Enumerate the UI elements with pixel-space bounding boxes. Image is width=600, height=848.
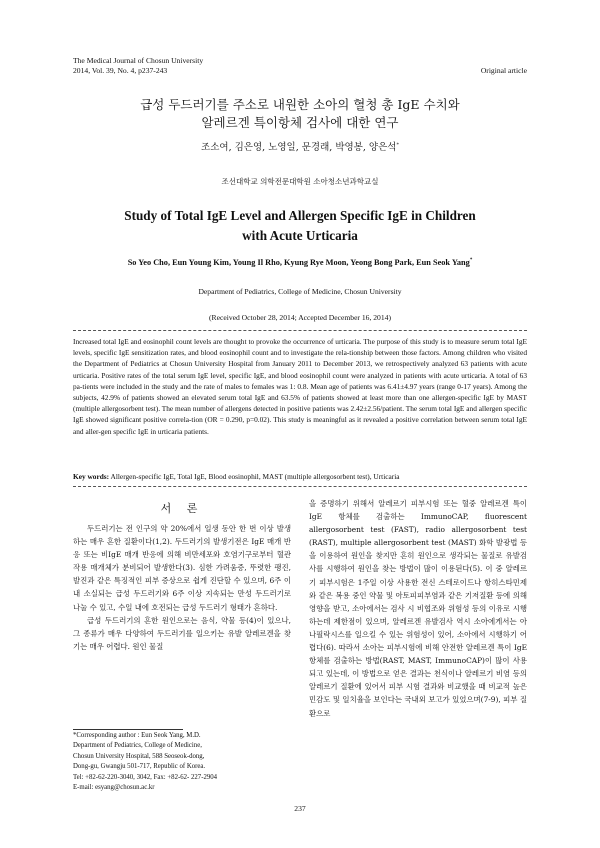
journal-info <box>73 56 203 76</box>
english-title-line2: with Acute Urticaria <box>242 228 358 243</box>
korean-affiliation: 조선대학교 의학전문대학원 소아청소년과학교실 <box>221 177 379 186</box>
korean-author-names: 조소여, 김은영, 노영일, 문경래, 박영봉, 양은석 <box>201 142 397 153</box>
english-affiliation: Department of Pediatrics, College of Medicine, Chosun University <box>198 287 402 296</box>
page-number: 237 <box>294 804 306 813</box>
korean-title-line2: 알레르겐 특이항체 검사에 대한 연구 <box>201 115 399 130</box>
english-corresponding-mark: * <box>469 258 473 264</box>
english-title <box>60 206 540 246</box>
right-column <box>309 497 527 720</box>
abstract-bottom-divider <box>73 486 527 487</box>
left-column <box>73 522 291 653</box>
body-paragraph: 급성 두드러기의 흔한 원인으로는 음식, 약물 등(4)이 있으나, 그 종류가 매우 다양하여 두드러기를 일으키는 유발 알레르겐을 찾기는 매우 어렵다. 원인 물질 <box>73 615 291 651</box>
article-type: Original article <box>480 66 527 75</box>
english-author-names: So Yeo Cho, Eun Young Kim, Young Il Rho, Kyung Rye Moon, Yeong Bong Park, Eun Seok Yang <box>127 258 470 267</box>
footnote-line: *Corresponding author : Eun Seok Yang, M.D. <box>73 732 201 739</box>
korean-authors <box>60 139 540 153</box>
footnote-line: Dong-gu, Gwangju 501-717, Republic of Korea. <box>73 763 206 771</box>
footnote-line: Department of Pediatrics, College of Medicine, <box>73 742 202 750</box>
journal-volume: 2014, Vol. 39, No. 4, p237-243 <box>73 66 168 75</box>
english-authors <box>40 258 560 267</box>
keywords-list: Allergen-specific IgE, Total IgE, Blood eosinophil, MAST (multiple allergosorbent test), Urticaria <box>110 472 400 481</box>
received-dates: (Received October 28, 2014; Accepted December 16, 2014) <box>209 313 391 322</box>
footnote-line: Tel: +82-62-220-3040, 3042, Fax: +82-62- 227-2904 <box>73 773 218 781</box>
journal-name: The Medical Journal of Chosun University <box>73 56 204 65</box>
keywords-label: Key words: <box>73 472 110 481</box>
abstract-top-divider <box>73 330 527 331</box>
body-paragraph: 두드러기는 전 인구의 약 20%에서 일생 동안 한 번 이상 발생하는 매우 흔한 질환이다(1,2). 두드러기의 발생기전은 IgE 매개 반응 또는 비IgE 매개 반응에 의해 비만세포와 호염기구로부터 혈관 작용 매개체가 분비되어 발생한다(3). 심한 가려움증, 뚜렷한 팽진, 발진과 같은 특징적인 피부 증상으로 쉽게 진단할 수 있으며, 6주 이내 소실되는 급성 두드러기와 6주 이상 지속되는 만성 두드러기로 나눌 수 있고, 수일 내에 호전되는 급성 두드러기 형태가 흔하다. <box>73 524 291 612</box>
footnote-line: E-mail: esyang@chosun.ac.kr <box>73 784 155 792</box>
keywords <box>73 471 527 482</box>
corresponding-author-footnote <box>73 731 293 793</box>
corresponding-mark: * <box>396 141 399 148</box>
english-title-line1: Study of Total IgE Level and Allergen Specific IgE in Children <box>124 208 476 223</box>
korean-title-line1: 급성 두드러기를 주소로 내원한 소아의 혈청 총 IgE 수치와 <box>140 97 460 112</box>
section-heading-introduction: 서 론 <box>160 502 204 515</box>
korean-title <box>60 96 540 132</box>
abstract-text: Increased total IgE and eosinophil count levels are thought to provoke the occurrence of urticaria. The purpose of this study is to measure serum total IgE levels, specific IgE sensitization rates, and blood eosinophil count and to investigate the rela-tionship between those factors. Among children who visited the Department of Pediatrics at Chosun University Hospital from January 2011 to December 2013, we retrospectively analyzed 63 patients with acute urticaria. Positive rates of the total serum IgE level, specific IgE, and blood eosinophil count were analyzed in patients with acute urticaria. A total of 63 pa-tients were included in the study and the rate of males to females was 1: 0.8. Mean age of patients was 6.41±4.97 years (range 0-17 years). Among the subjects, 42.9% of patients showed an elevated serum total IgE and 63.5% of patients showed at least more than one allergen-specific IgE by MAST (multiple allergosorbent test). The mean number of allergens detected in positive patients was 2.42±2.56/patient. The serum total IgE and allergen specific IgE showed significant positive correla-tion (OR = 0.290, p=0.02). This study is meaningful as it revealed a positive correlation between serum total IgE and aller-gen specific IgE in urticaria patients. <box>73 337 527 436</box>
body-paragraph: 을 증명하기 위해서 알레르기 피부시험 또는 혈중 알레르겐 특이 IgE 항체를 검출하는 ImmunoCAP, fluorescent allergosorbent test (FAST), radio allergosorbent test (RAST), multiple allergosorbent test (MAST) 화학 발광법 등을 이용하여 원인을 찾지만 흔히 원인으로 생각되는 물질로 유발검사를 시행하여 원인을 찾는 방법이 많이 이용된다(5). 이 중 알레르기 피부시험은 1주일 이상 사용한 전신 스테로이드나 항히스타민제와 같은 복용 중인 약물 및 아토피피부염과 같은 기저질환 등에 의해 영향을 받고, 소아에서는 검사 시 비협조와 위험성 등의 이유로 시행하는데 제한점이 있으며, 알레르겐 유발검사 역시 소아에게서는 아나필락시스를 일으킬 수 있는 위험성이 있어, 소아에서 시행하기 어렵다(6). 따라서 소아는 피부시험에 비해 안전한 알레르겐 특이 IgE 항체를 검출하는 방법(RAST, MAST, ImmunoCAP)이 많이 사용되고 있는데, 이 방법으로 얻은 결과는 천식이나 알레르기 비염 등의 알레르기 질환에 있어서 피부 시험 결과와 비교했을 때 비교적 높은 민감도 및 일치율을 보인다는 국내외 보고가 있었으며(7-9), 피부 질환으로 <box>309 499 527 718</box>
footnote-divider <box>73 729 183 730</box>
footnote-line: Chosun University Hospital, 588 Seoseok-dong, <box>73 752 205 760</box>
